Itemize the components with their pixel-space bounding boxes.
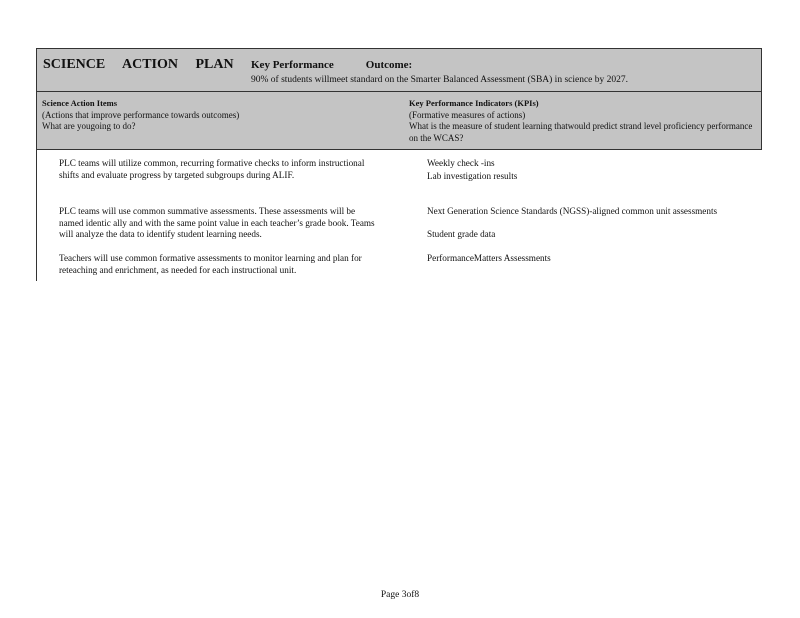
action-item: [41, 158, 381, 181]
kpi-question: What is the measure of student learning thatwould predict strand level proficiency performance on the WCAS?: [409, 121, 753, 143]
kpi-title: Key Performance Indicators (KPIs): [409, 98, 539, 108]
action-item-text: PLC teams will utilize common, recurring formative checks to inform instructional shifts and evaluate progress by targeted subgroups during ALIF.: [59, 158, 365, 180]
key-performance-outcome-label: [251, 59, 412, 71]
title-row: [36, 48, 762, 92]
kpi-subtitle: (Formative measures of actions): [409, 109, 526, 120]
kpi-header: [409, 98, 759, 144]
kpi-item-text: PerformanceMatters Assessments: [427, 253, 551, 263]
action-plan-table: [36, 48, 762, 281]
plan-title: SCIENCE ACTION PLAN: [43, 57, 234, 72]
kpi-item: [409, 171, 729, 183]
kpi-item: [409, 206, 729, 218]
kpi-item-text: Weekly check -ins: [427, 158, 495, 168]
column-header-row: [36, 92, 762, 150]
outcome-statement: 90% of students willmeet standard on the Smarter Balanced Assessment (SBA) in science by 2027.: [251, 75, 629, 85]
action-items-header: [42, 98, 382, 133]
page-number: Page 3of8: [380, 590, 420, 600]
kpi-item: [409, 158, 729, 170]
kpi-item: [409, 253, 729, 265]
kpi-item-text: Student grade data: [427, 229, 496, 239]
action-item: [41, 206, 381, 241]
outcome-label: Outcome:: [365, 59, 413, 71]
table-body: [36, 150, 762, 281]
action-items-title: Science Action Items: [42, 98, 118, 108]
kpo-label-text: Key Performance: [251, 59, 334, 71]
action-item-text: Teachers will use common formative assessments to monitor learning and plan for reteaching and enrichment, as needed for each instructional unit.: [59, 253, 362, 275]
action-items-subtitle: (Actions that improve performance towards outcomes): [42, 109, 240, 120]
kpi-item: [409, 229, 729, 241]
kpi-item-text: Next Generation Science Standards (NGSS)-aligned common unit assessments: [427, 206, 718, 216]
action-items-question: What are yougoing to do?: [42, 121, 136, 131]
kpi-item-text: Lab investigation results: [427, 171, 518, 181]
action-item-text: PLC teams will use common summative assessments. These assessments will be named identic ally and with the same point value in each teacher’s grade book. Teams will analyze the data to identify student learning needs.: [59, 206, 375, 239]
action-item: [41, 253, 381, 276]
